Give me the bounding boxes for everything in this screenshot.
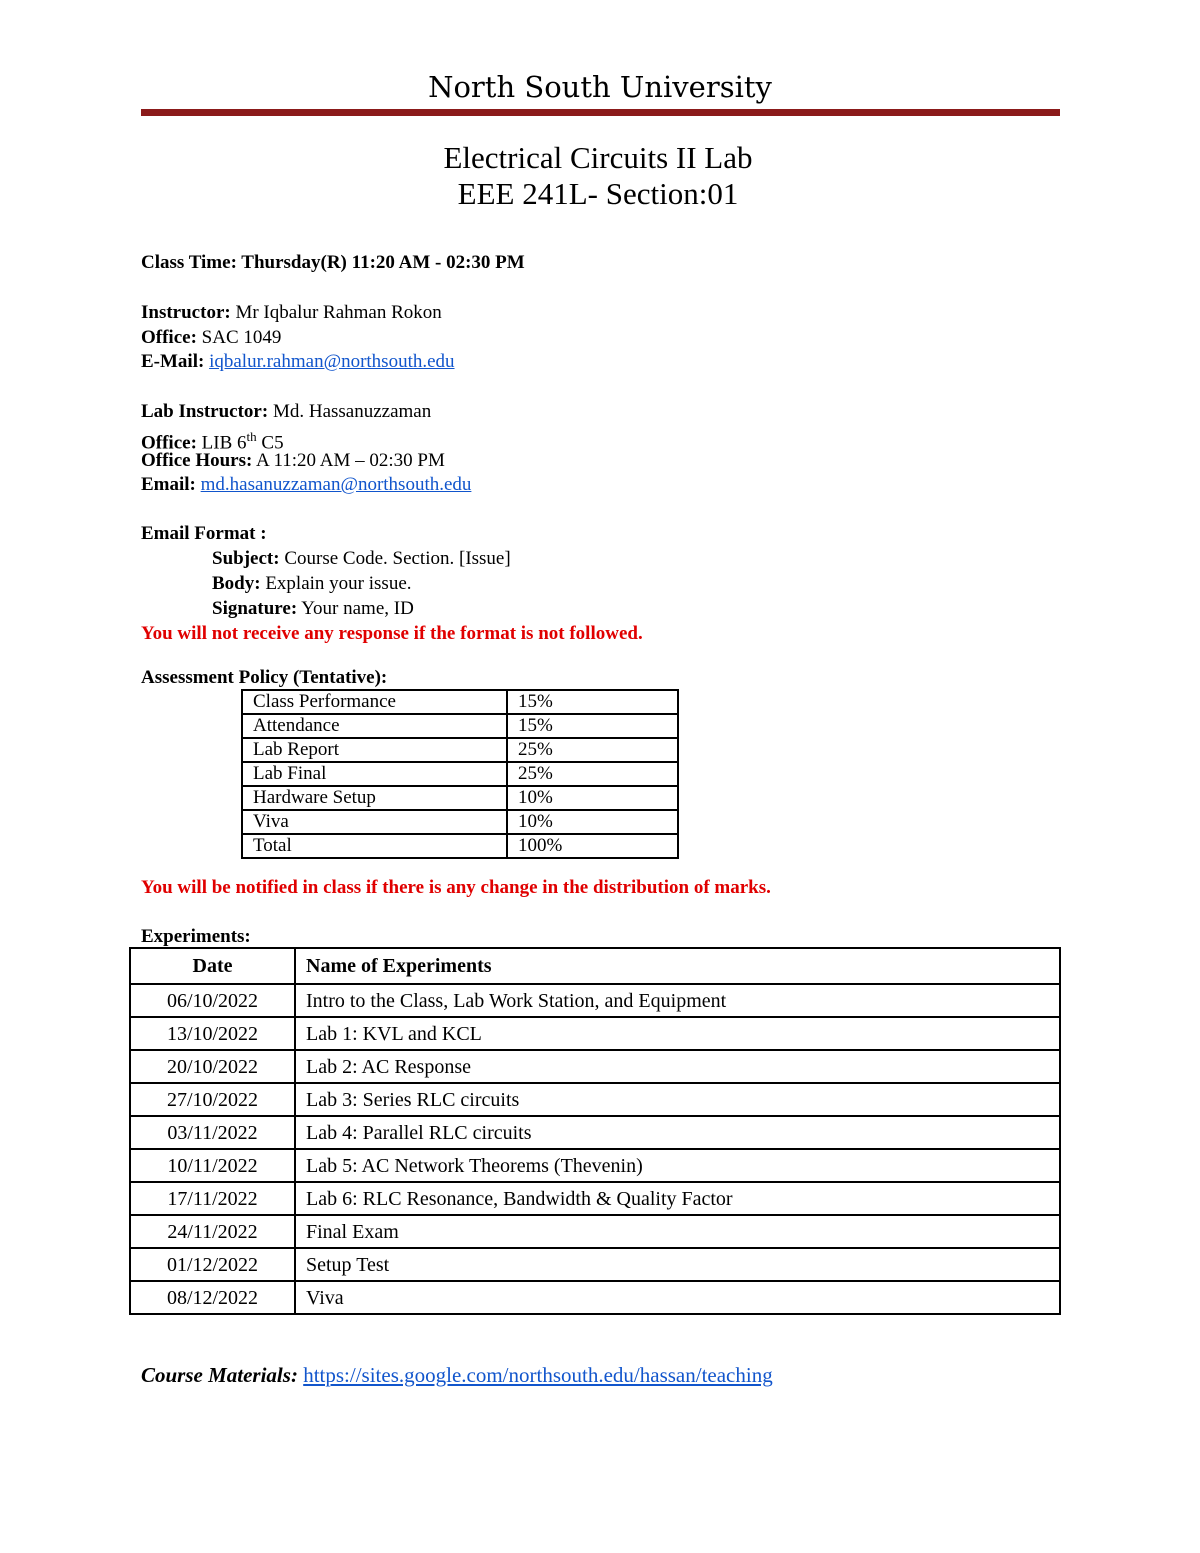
lab-instructor-hours: Office Hours: A 11:20 AM – 02:30 PM bbox=[141, 450, 445, 471]
instructor-email-link[interactable]: iqbalur.rahman@northsouth.edu bbox=[209, 351, 455, 372]
email-format-signature: Signature: Your name, ID bbox=[212, 598, 414, 619]
class-time: Class Time: Thursday(R) 11:20 AM - 02:30 PM bbox=[141, 252, 525, 273]
table-row: 13/10/2022 Lab 1: KVL and KCL bbox=[130, 1017, 1060, 1050]
assessment-table bbox=[241, 689, 679, 859]
course-materials: Course Materials: https://sites.google.com/northsouth.edu/hassan/teaching bbox=[141, 1363, 773, 1387]
table-row: Class Performance 15% bbox=[242, 690, 678, 714]
email-format-label: Email Format : bbox=[141, 523, 267, 544]
email-format-body: Body: Explain your issue. bbox=[212, 573, 412, 594]
instructor-email: E-Mail: iqbalur.rahman@northsouth.edu bbox=[141, 351, 455, 372]
instructor-office: Office: SAC 1049 bbox=[141, 327, 282, 348]
table-row: 27/10/2022 Lab 3: Series RLC circuits bbox=[130, 1083, 1060, 1116]
assessment-notice: You will be notified in class if there is any change in the distribution of marks. bbox=[141, 877, 771, 898]
table-row: 08/12/2022 Viva bbox=[130, 1281, 1060, 1314]
header-rule bbox=[141, 109, 1060, 116]
experiments-table bbox=[129, 947, 1061, 1315]
table-row: 24/11/2022 Final Exam bbox=[130, 1215, 1060, 1248]
course-materials-link[interactable]: https://sites.google.com/northsouth.edu/hassan/teaching bbox=[303, 1363, 773, 1387]
instructor-line: Instructor: Mr Iqbalur Rahman Rokon bbox=[141, 302, 442, 323]
course-title: Electrical Circuits II Lab bbox=[443, 140, 753, 175]
email-format-warning: You will not receive any response if the format is not followed. bbox=[141, 623, 643, 644]
table-row: Lab Report 25% bbox=[242, 738, 678, 762]
assessment-label: Assessment Policy (Tentative): bbox=[141, 667, 388, 688]
table-row: Viva 10% bbox=[242, 810, 678, 834]
table-row: 03/11/2022 Lab 4: Parallel RLC circuits bbox=[130, 1116, 1060, 1149]
table-row: 01/12/2022 Setup Test bbox=[130, 1248, 1060, 1281]
table-row: 20/10/2022 Lab 2: AC Response bbox=[130, 1050, 1060, 1083]
lab-instructor-email: Email: md.hasanuzzaman@northsouth.edu bbox=[141, 474, 472, 495]
lab-instructor-line: Lab Instructor: Md. Hassanuzzaman bbox=[141, 401, 432, 422]
table-row: 17/11/2022 Lab 6: RLC Resonance, Bandwidth & Quality Factor bbox=[130, 1182, 1060, 1215]
email-format-subject: Subject: Course Code. Section. [Issue] bbox=[212, 548, 511, 569]
table-row: Hardware Setup 10% bbox=[242, 786, 678, 810]
table-row: Total 100% bbox=[242, 834, 678, 858]
experiments-label: Experiments: bbox=[141, 926, 251, 947]
table-row: 10/11/2022 Lab 5: AC Network Theorems (Thevenin) bbox=[130, 1149, 1060, 1182]
table-header-row: Date Name of Experiments bbox=[130, 948, 1060, 984]
lab-instructor-office: Office: LIB 6th C5 bbox=[141, 429, 284, 454]
course-code-section: EEE 241L- Section:01 bbox=[457, 176, 739, 211]
table-row: Lab Final 25% bbox=[242, 762, 678, 786]
table-row: Attendance 15% bbox=[242, 714, 678, 738]
university-name: North South University bbox=[428, 70, 772, 104]
lab-instructor-email-link[interactable]: md.hasanuzzaman@northsouth.edu bbox=[200, 474, 472, 495]
table-row: 06/10/2022 Intro to the Class, Lab Work Station, and Equipment bbox=[130, 984, 1060, 1017]
